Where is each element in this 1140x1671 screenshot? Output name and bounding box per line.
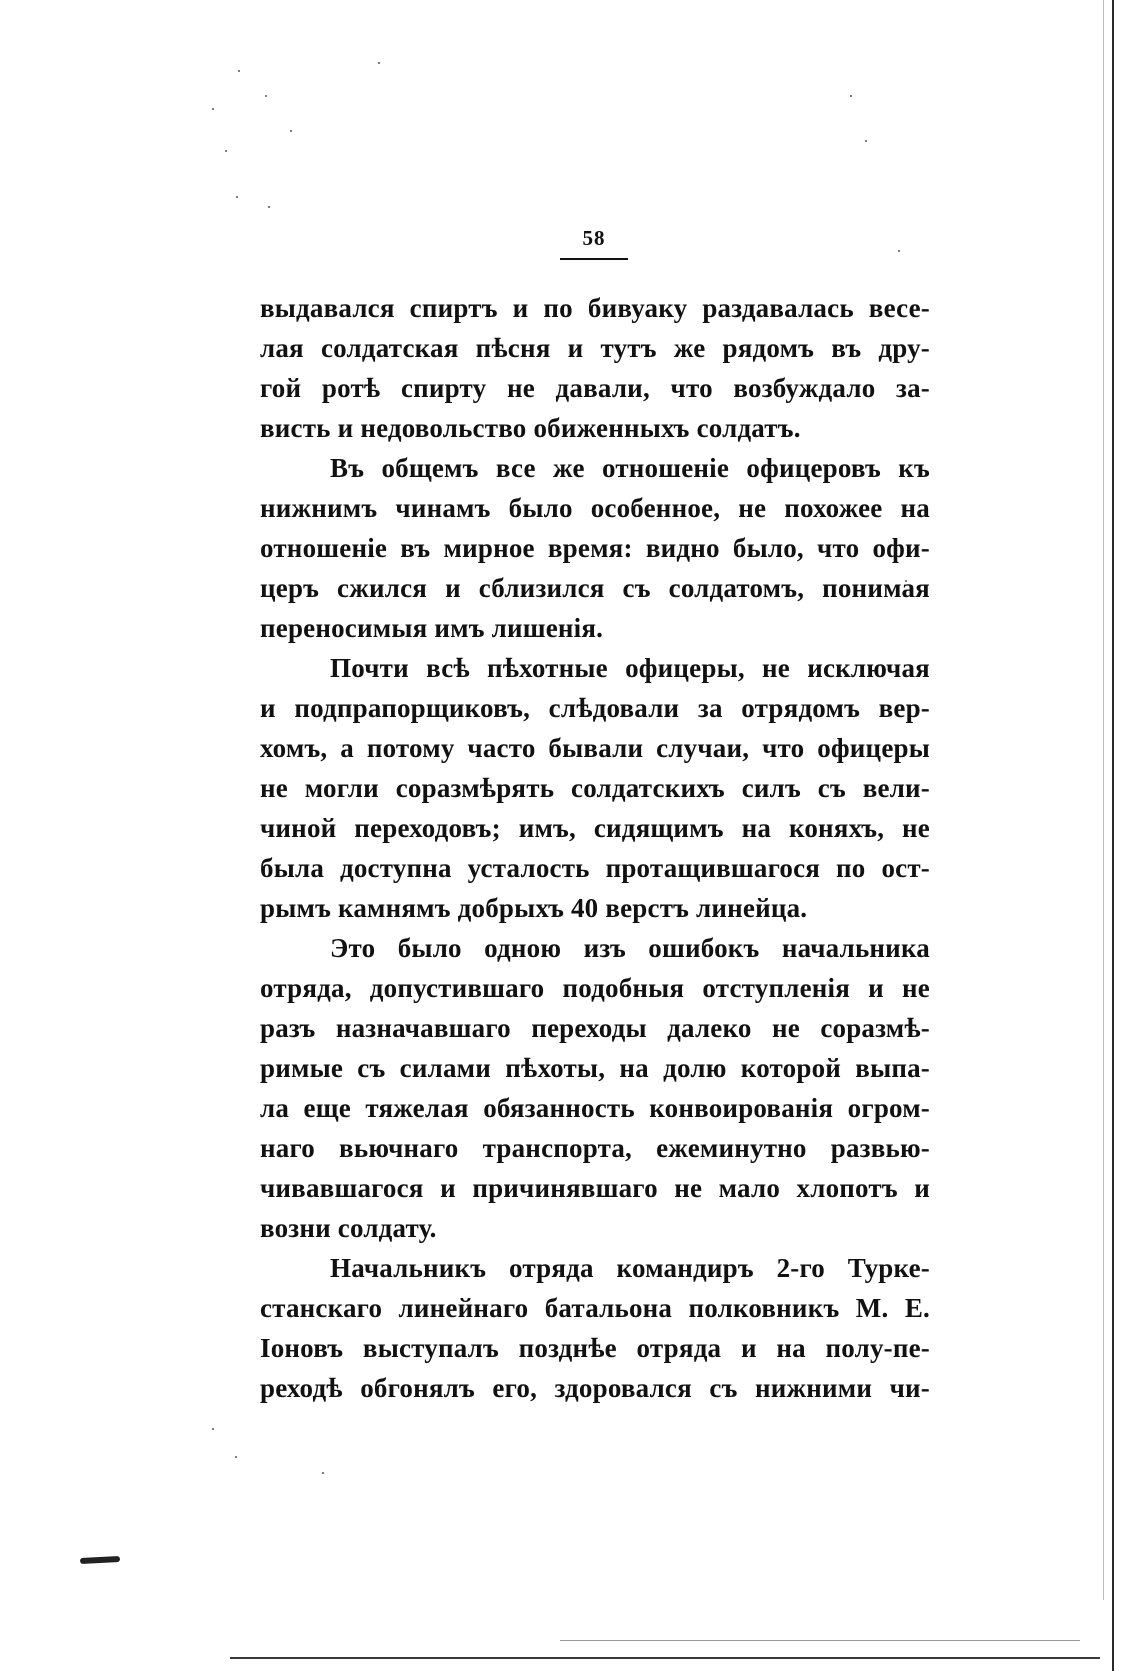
text-line: нижнимъ чинамъ было особенное, не похожее на xyxy=(260,493,930,523)
paper-speck xyxy=(236,196,238,198)
text-line: выдавался спиртъ и по бивуаку раздавалась весе- xyxy=(260,293,930,323)
page-edge-bottom xyxy=(230,1657,1100,1659)
text-line: гой ротѣ спирту не давали, что возбуждало за- xyxy=(260,373,930,403)
text-line: ла еще тяжелая обязанность конвоированія огром- xyxy=(260,1093,930,1123)
paper-speck xyxy=(238,70,240,72)
text-line: не могли соразмѣрять солдатскихъ силъ съ вели- xyxy=(260,773,930,803)
text-line: была доступна усталость протащившагося по ост- xyxy=(260,853,930,883)
text-line: рымъ камнямъ добрыхъ 40 верстъ линейца. xyxy=(260,893,808,923)
paper-speck xyxy=(212,1428,214,1430)
paper-speck xyxy=(865,140,867,142)
paper-speck xyxy=(378,62,380,64)
paper-speck xyxy=(268,206,270,208)
paper-speck xyxy=(265,95,267,97)
text-line: разъ назначавшаго переходы далеко не соразмѣ- xyxy=(260,1013,930,1043)
ink-smudge xyxy=(80,1556,120,1564)
text-line: возни солдату. xyxy=(260,1213,437,1243)
text-line: церъ сжился и сблизился съ солдатомъ, понимая xyxy=(260,573,930,603)
text-line: Іоновъ выступалъ позднѣе отряда и на полу-пе- xyxy=(260,1333,930,1363)
text-line: лая солдатская пѣсня и тутъ же рядомъ въ дру- xyxy=(260,333,930,363)
page-edge-shadow xyxy=(1103,0,1104,1600)
paper-speck xyxy=(290,130,292,132)
paper-speck xyxy=(212,108,214,110)
paper-speck xyxy=(898,250,900,252)
text-line: отряда, допустившаго подобныя отступленія и не xyxy=(260,973,930,1003)
paper-speck xyxy=(225,150,227,152)
text-line: чиной переходовъ; имъ, сидящимъ на коняхъ, не xyxy=(260,813,930,843)
page-edge-right xyxy=(1112,0,1114,1671)
body-text xyxy=(260,288,930,1408)
text-line: наго вьючнаго транспорта, ежеминутно развью- xyxy=(260,1133,930,1163)
page-number-rule xyxy=(560,258,628,260)
text-line: реходѣ обгонялъ его, здоровался съ нижними чи- xyxy=(260,1373,930,1403)
text-line: хомъ, а потому часто бывали случаи, что офицеры xyxy=(260,733,930,763)
text-line: станскаго линейнаго батальона полковникъ М. Е. xyxy=(260,1293,930,1323)
paragraph-start: Почти всѣ пѣхотные офицеры, не исключая xyxy=(330,653,930,683)
text-line: отношеніе въ мирное время: видно было, что офи- xyxy=(260,533,930,563)
paper-speck xyxy=(235,1456,237,1458)
text-line: и подпрапорщиковъ, слѣдовали за отрядомъ вер- xyxy=(260,693,930,723)
paragraph-start: Въ общемъ все же отношеніе офицеровъ къ xyxy=(330,453,930,483)
paper-speck xyxy=(850,95,852,97)
text-line: висть и недовольство обиженныхъ солдатъ. xyxy=(260,413,801,443)
paper-speck xyxy=(322,1472,324,1474)
paragraph-start: Начальникъ отряда командиръ 2-го Турке- xyxy=(330,1253,930,1283)
page-edge-bottom-shadow xyxy=(560,1640,1080,1641)
page-number: 58 xyxy=(582,226,606,250)
text-line: переносимыя имъ лишенія. xyxy=(260,613,604,643)
text-line: чивавшагося и причинявшаго не мало хлопотъ и xyxy=(260,1173,930,1203)
text-line: римые съ силами пѣхоты, на долю которой выпа- xyxy=(260,1053,930,1083)
paragraph-start: Это было одною изъ ошибокъ начальника xyxy=(330,933,930,963)
